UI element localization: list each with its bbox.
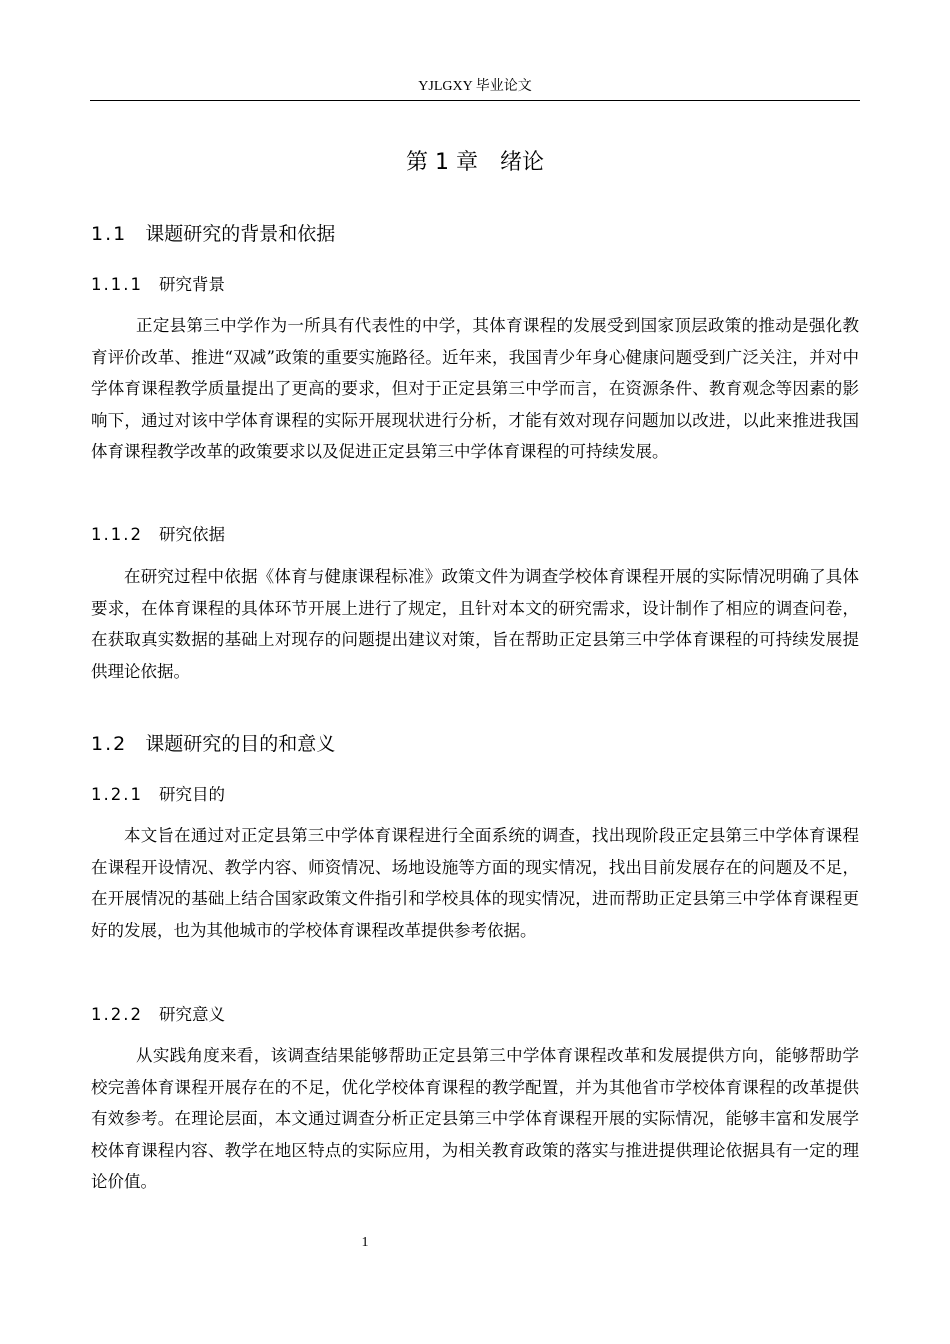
paragraph-basis: 在研究过程中依据《体育与健康课程标准》政策文件为调查学校体育课程开展的实际情况明确了具体要求，在体育课程的具体环节开展上进行了规定，且针对本文的研究需求，设计制作了相应的调查问卷，在获取真实数据的基础上对现存的问题提出建议对策，旨在帮助正定县第三中学体育课程的可持续发展提供理论依据。 (91, 567, 859, 681)
section-title: 课题研究的背景和依据 (145, 223, 336, 245)
subsection-title: 研究背景 (158, 275, 225, 294)
subsection-heading-1-1-1 (91, 273, 225, 297)
section-heading-1-2 (91, 731, 335, 757)
subsection-number: 1.1.1 (91, 275, 143, 294)
chapter-title: 第 1 章 绪论 (406, 150, 544, 175)
subsection-title: 研究依据 (158, 525, 225, 544)
section-number: 1.2 (91, 733, 128, 755)
subsection-number: 1.1.2 (91, 525, 143, 544)
subsection-heading-1-2-2 (91, 1003, 225, 1027)
subsection-number: 1.2.2 (91, 1005, 143, 1024)
subsection-title: 研究意义 (158, 1005, 225, 1024)
section-heading-1-1 (91, 221, 335, 247)
subsection-heading-1-2-1 (91, 783, 225, 807)
running-header: YJLGXY 毕业论文 (418, 79, 532, 94)
section-number: 1.1 (91, 223, 128, 245)
section-title: 课题研究的目的和意义 (145, 733, 336, 755)
subsection-heading-1-1-2 (91, 523, 225, 547)
subsection-title: 研究目的 (158, 785, 225, 804)
page-number: 1 (361, 1235, 369, 1250)
paragraph-purpose: 本文旨在通过对正定县第三中学体育课程进行全面系统的调查，找出现阶段正定县第三中学体育课程在课程开设情况、教学内容、师资情况、场地设施等方面的现实情况，找出目前发展存在的问题及不足，在开展情况的基础上结合国家政策文件指引和学校具体的现实情况，进而帮助正定县第三中学体育课程更好的发展，也为其他城市的学校体育课程改革提供参考依据。 (91, 826, 859, 940)
header-rule (90, 100, 860, 101)
paragraph-background: 正定县第三中学作为一所具有代表性的中学，其体育课程的发展受到国家顶层政策的推动是强化教育评价改革、推进“双减”政策的重要实施路径。近年来，我国青少年身心健康问题受到广泛关注，并对中学体育课程教学质量提出了更高的要求，但对于正定县第三中学而言，在资源条件、教育观念等因素的影响下，通过对该中学体育课程的实际开展现状进行分析，才能有效对现存问题加以改进，以此来推进我国体育课程教学改革的政策要求以及促进正定县第三中学体育课程的可持续发展。 (91, 316, 859, 461)
subsection-number: 1.2.1 (91, 785, 143, 804)
paragraph-significance: 从实践角度来看，该调查结果能够帮助正定县第三中学体育课程改革和发展提供方向，能够帮助学校完善体育课程开展存在的不足，优化学校体育课程的教学配置，并为其他省市学校体育课程的改革提供有效参考。在理论层面，本文通过调查分析正定县第三中学体育课程开展的实际情况，能够丰富和发展学校体育课程内容、教学在地区特点的实际应用，为相关教育政策的落实与推进提供理论依据具有一定的理论价值。 (91, 1046, 859, 1191)
